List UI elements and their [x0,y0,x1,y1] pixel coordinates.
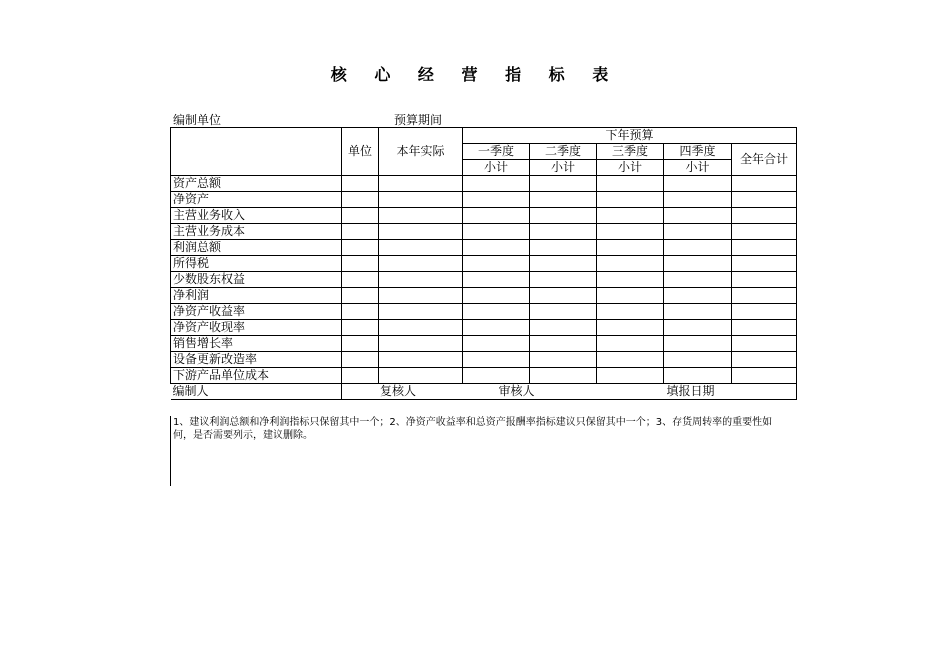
col-header-q3: 三季度 [597,144,664,160]
value-cell[interactable] [463,304,530,320]
value-cell[interactable] [664,176,732,192]
value-cell[interactable] [379,224,463,240]
indicator-label: 销售增长率 [171,336,342,352]
value-cell[interactable] [342,288,379,304]
value-cell[interactable] [664,336,732,352]
preparing-unit-label: 编制单位 [173,113,222,127]
indicator-label: 主营业务收入 [171,208,342,224]
value-cell[interactable] [664,224,732,240]
value-cell[interactable] [530,352,597,368]
value-cell[interactable] [463,224,530,240]
value-cell[interactable] [597,320,664,336]
value-cell[interactable] [597,304,664,320]
value-cell[interactable] [732,352,797,368]
value-cell[interactable] [732,208,797,224]
value-cell[interactable] [664,352,732,368]
value-cell[interactable] [597,224,664,240]
value-cell[interactable] [379,272,463,288]
indicator-label: 净资产收现率 [171,320,342,336]
value-cell[interactable] [597,272,664,288]
value-cell[interactable] [530,320,597,336]
value-cell[interactable] [597,240,664,256]
value-cell[interactable] [664,272,732,288]
value-cell[interactable] [597,352,664,368]
header-blank-cell [171,128,342,176]
value-cell[interactable] [463,208,530,224]
value-cell[interactable] [530,304,597,320]
value-cell[interactable] [597,288,664,304]
value-cell[interactable] [597,176,664,192]
col-header-annual-total: 全年合计 [732,144,797,176]
value-cell[interactable] [530,288,597,304]
value-cell[interactable] [342,176,379,192]
value-cell[interactable] [342,224,379,240]
table-row [171,352,797,368]
table-row [171,224,797,240]
value-cell[interactable] [463,192,530,208]
value-cell[interactable] [664,288,732,304]
value-cell[interactable] [664,368,732,384]
value-cell[interactable] [597,368,664,384]
value-cell[interactable] [342,192,379,208]
value-cell[interactable] [530,256,597,272]
indicator-label: 净利润 [171,288,342,304]
value-cell[interactable] [530,192,597,208]
col-header-unit: 单位 [342,128,379,176]
value-cell[interactable] [342,256,379,272]
value-cell[interactable] [379,336,463,352]
table-row [171,208,797,224]
reviewer-label: 复核人 [342,384,463,400]
col-header-q4-subtotal: 小计 [664,160,732,176]
value-cell[interactable] [463,368,530,384]
value-cell[interactable] [379,240,463,256]
value-cell[interactable] [379,320,463,336]
table-row [171,288,797,304]
indicator-label: 净资产 [171,192,342,208]
value-cell[interactable] [342,240,379,256]
value-cell[interactable] [342,272,379,288]
value-cell[interactable] [379,176,463,192]
table-row [171,256,797,272]
value-cell[interactable] [732,288,797,304]
indicator-label: 少数股东权益 [171,272,342,288]
value-cell[interactable] [732,272,797,288]
page-title: 核 心 经 营 指 标 表 [330,65,620,84]
value-cell[interactable] [732,192,797,208]
value-cell[interactable] [530,272,597,288]
value-cell[interactable] [530,368,597,384]
value-cell[interactable] [379,192,463,208]
value-cell[interactable] [664,208,732,224]
value-cell[interactable] [463,240,530,256]
value-cell[interactable] [342,336,379,352]
value-cell[interactable] [342,208,379,224]
value-cell[interactable] [664,240,732,256]
value-cell[interactable] [664,256,732,272]
col-header-next-year-budget: 下年预算 [463,128,797,144]
preparer-label: 编制人 [171,384,342,400]
value-cell[interactable] [463,352,530,368]
remarks-note: 1、建议利润总额和净利润指标只保留其中一个；2、净资产收益率和总资产报酬率指标建议只保留其中一个；3、存货周转率的重要性如何，是否需要列示，建议删除。 [170,416,788,486]
value-cell[interactable] [732,336,797,352]
col-header-q1: 一季度 [463,144,530,160]
value-cell[interactable] [530,176,597,192]
indicator-table [170,127,797,400]
indicator-label: 设备更新改造率 [171,352,342,368]
table-row [171,320,797,336]
table-row [171,368,797,384]
indicator-label: 下游产品单位成本 [171,368,342,384]
value-cell[interactable] [463,256,530,272]
table-row [171,304,797,320]
value-cell[interactable] [342,304,379,320]
value-cell[interactable] [463,336,530,352]
value-cell[interactable] [530,208,597,224]
table-row [171,240,797,256]
value-cell[interactable] [664,320,732,336]
value-cell[interactable] [379,368,463,384]
value-cell[interactable] [732,368,797,384]
table-row [171,272,797,288]
table-row [171,336,797,352]
footer-blank-cell [732,384,797,400]
value-cell[interactable] [732,224,797,240]
value-cell[interactable] [463,320,530,336]
value-cell[interactable] [732,320,797,336]
indicator-label: 资产总额 [171,176,342,192]
value-cell[interactable] [530,336,597,352]
value-cell[interactable] [379,304,463,320]
col-header-actual: 本年实际 [379,128,463,176]
budget-period-label: 预算期间 [394,113,443,127]
table-row [171,192,797,208]
value-cell[interactable] [664,304,732,320]
table-row [171,176,797,192]
value-cell[interactable] [463,272,530,288]
indicator-label: 主营业务成本 [171,224,342,240]
value-cell[interactable] [664,192,732,208]
col-header-q4: 四季度 [664,144,732,160]
value-cell[interactable] [342,368,379,384]
col-header-q1-subtotal: 小计 [463,160,530,176]
value-cell[interactable] [597,192,664,208]
value-cell[interactable] [530,224,597,240]
value-cell[interactable] [597,256,664,272]
col-header-q2: 二季度 [530,144,597,160]
value-cell[interactable] [732,240,797,256]
value-cell[interactable] [342,320,379,336]
col-header-q3-subtotal: 小计 [597,160,664,176]
fill-date-label: 填报日期 [597,384,732,400]
value-cell[interactable] [530,240,597,256]
value-cell[interactable] [463,288,530,304]
value-cell[interactable] [732,256,797,272]
value-cell[interactable] [379,208,463,224]
value-cell[interactable] [463,176,530,192]
value-cell[interactable] [342,352,379,368]
value-cell[interactable] [732,304,797,320]
value-cell[interactable] [732,176,797,192]
value-cell[interactable] [597,336,664,352]
value-cell[interactable] [379,256,463,272]
value-cell[interactable] [379,288,463,304]
auditor-label: 审核人 [463,384,597,400]
value-cell[interactable] [597,208,664,224]
value-cell[interactable] [379,352,463,368]
indicator-label: 所得税 [171,256,342,272]
indicator-label: 净资产收益率 [171,304,342,320]
col-header-q2-subtotal: 小计 [530,160,597,176]
indicator-label: 利润总额 [171,240,342,256]
